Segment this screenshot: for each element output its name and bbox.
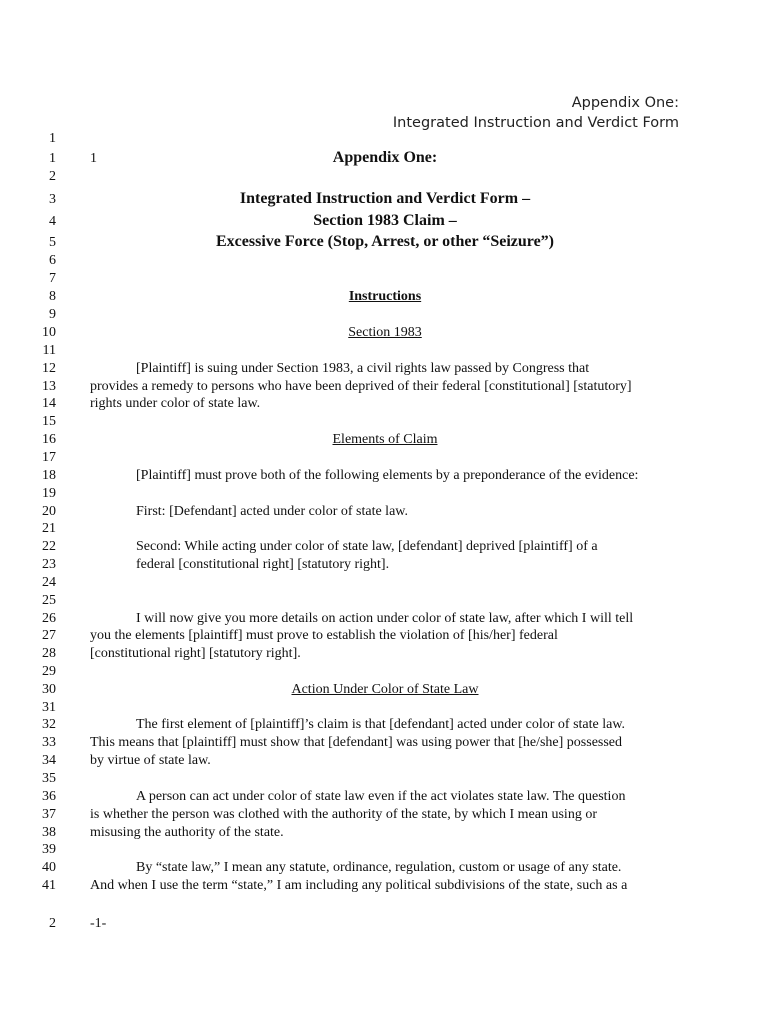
line-number: 10 <box>42 325 56 340</box>
document-subtitle-2: Section 1983 Claim – <box>313 212 457 229</box>
paragraph-line: I will now give you more details on action under color of state law, after which I will tell <box>136 611 634 626</box>
line-number: 20 <box>42 504 56 519</box>
line-number: 7 <box>49 271 56 286</box>
paragraph-line: rights under color of state law. <box>90 396 261 411</box>
line-number: 23 <box>42 557 56 572</box>
line-number: 35 <box>42 771 56 786</box>
footer-line-number: 2 <box>49 916 56 931</box>
line-number: 34 <box>42 753 56 768</box>
line-number: 1 <box>49 131 56 146</box>
paragraph-line: misusing the authority of the state. <box>90 825 284 840</box>
line-number: 4 <box>49 214 56 229</box>
line-number: 25 <box>42 593 56 608</box>
line-number: 6 <box>49 253 56 268</box>
paragraph-line: [constitutional right] [statutory right]. <box>90 646 301 661</box>
line-number: 36 <box>42 789 56 804</box>
footnote-marker: 1 <box>90 151 97 166</box>
element-second: federal [constitutional right] [statutory right]. <box>136 557 390 572</box>
line-number: 14 <box>42 396 56 411</box>
paragraph-line: A person can act under color of state law even if the act violates state law. The question <box>136 789 626 804</box>
line-number: 22 <box>42 539 56 554</box>
line-number: 3 <box>49 192 56 207</box>
line-number: 13 <box>42 379 56 394</box>
paragraph-line: And when I use the term “state,” I am including any political subdivisions of the state, such as a <box>90 878 628 893</box>
line-number: 17 <box>42 450 56 465</box>
paragraph-line: By “state law,” I mean any statute, ordinance, regulation, custom or usage of any state. <box>136 860 622 875</box>
line-number: 30 <box>42 682 56 697</box>
document-title: Appendix One: <box>332 149 438 166</box>
line-number: 5 <box>49 235 56 250</box>
header-line-2: Integrated Instruction and Verdict Form <box>392 115 679 131</box>
element-first: First: [Defendant] acted under color of state law. <box>136 504 408 519</box>
line-number: 29 <box>42 664 56 679</box>
line-number: 8 <box>49 289 56 304</box>
line-number: 24 <box>42 575 56 590</box>
document-subtitle-1: Integrated Instruction and Verdict Form – <box>239 190 531 207</box>
paragraph-line: This means that [plaintiff] must show that [defendant] was using power that [he/she] possessed <box>90 735 623 750</box>
line-number: 21 <box>42 521 56 536</box>
line-number: 41 <box>42 878 56 893</box>
line-number: 37 <box>42 807 56 822</box>
line-number: 1 <box>49 151 56 166</box>
line-number: 27 <box>42 628 56 643</box>
paragraph-line: by virtue of state law. <box>90 753 211 768</box>
header-line-1: Appendix One: <box>571 95 679 111</box>
paragraph-line: The first element of [plaintiff]’s claim is that [defendant] acted under color of state law. <box>136 717 626 732</box>
line-number: 28 <box>42 646 56 661</box>
document-subtitle-3: Excessive Force (Stop, Arrest, or other “Seizure”) <box>216 233 554 250</box>
paragraph-line: provides a remedy to persons who have been deprived of their federal [constitutional] [statutory] <box>90 379 632 394</box>
heading-elements-of-claim: Elements of Claim <box>332 432 438 447</box>
line-number: 12 <box>42 361 56 376</box>
heading-section-1983: Section 1983 <box>348 325 422 340</box>
page-number: -1- <box>90 916 107 931</box>
paragraph-line: [Plaintiff] must prove both of the following elements by a preponderance of the evidence: <box>136 468 639 483</box>
paragraph-line: [Plaintiff] is suing under Section 1983, a civil rights law passed by Congress that <box>136 361 590 376</box>
element-second: Second: While acting under color of state law, [defendant] deprived [plaintiff] of a <box>136 539 598 554</box>
heading-action-under-color: Action Under Color of State Law <box>291 682 479 697</box>
heading-instructions: Instructions <box>348 289 422 304</box>
line-number: 31 <box>42 700 56 715</box>
line-number: 38 <box>42 825 56 840</box>
line-number: 2 <box>49 169 56 184</box>
line-number: 11 <box>42 343 56 358</box>
line-number: 19 <box>42 486 56 501</box>
line-number: 26 <box>42 611 56 626</box>
line-number: 16 <box>42 432 56 447</box>
line-number: 18 <box>42 468 56 483</box>
line-number: 33 <box>42 735 56 750</box>
line-number: 39 <box>42 842 56 857</box>
line-number: 40 <box>42 860 56 875</box>
line-number: 15 <box>42 414 56 429</box>
page-header <box>393 93 679 133</box>
line-number: 9 <box>49 307 56 322</box>
line-number: 32 <box>42 717 56 732</box>
paragraph-line: is whether the person was clothed with the authority of the state, by which I mean using or <box>90 807 597 822</box>
paragraph-line: you the elements [plaintiff] must prove to establish the violation of [his/her] federal <box>90 628 558 643</box>
